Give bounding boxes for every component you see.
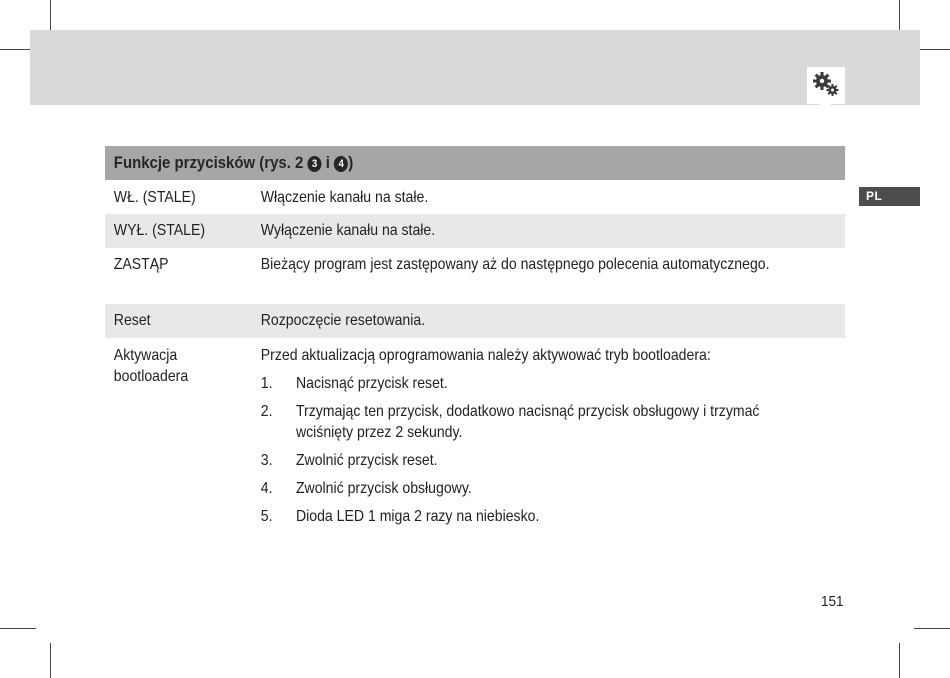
function-name: Reset — [113, 312, 151, 329]
list-item — [261, 506, 837, 527]
function-name-line: Aktywacja — [113, 347, 178, 364]
header-band — [30, 30, 920, 105]
table-row — [105, 180, 845, 214]
step-number: 1. — [260, 375, 273, 392]
table-row — [105, 338, 845, 527]
crop-mark — [50, 643, 51, 678]
gears-badge — [807, 67, 845, 104]
step-text: Trzymając ten przycisk, dodatkowo nacisnąć przycisk obsługowy i trzymać wciśnięty przez 2 sekundy. — [295, 403, 760, 441]
step-number: 3. — [260, 452, 273, 469]
crop-mark — [899, 643, 900, 678]
list-item — [261, 478, 837, 499]
language-tab: PL — [859, 187, 920, 206]
gears-badge-pointer — [819, 104, 831, 112]
page-number: 151 — [821, 593, 844, 610]
step-text: Zwolnić przycisk reset. — [295, 452, 438, 469]
function-description: Wyłączenie kanału na stałe. — [260, 222, 436, 239]
table-row — [105, 304, 845, 338]
gears-icon — [811, 70, 841, 100]
function-description: Włączenie kanału na stałe. — [260, 189, 429, 206]
table-row — [105, 214, 845, 248]
figure-marker-3: 3 — [308, 156, 322, 172]
list-item — [261, 450, 837, 471]
table-title-connector: i — [325, 153, 330, 172]
button-functions-table — [105, 146, 770, 527]
step-number: 2. — [260, 403, 273, 420]
table-title-suffix: ) — [348, 153, 354, 172]
function-name-line: bootloadera — [113, 368, 189, 385]
step-text: Dioda LED 1 miga 2 razy na niebiesko. — [295, 508, 540, 525]
function-name: WŁ. (STALE) — [113, 189, 196, 206]
table-title-text: Funkcje przycisków (rys. 2 — [113, 153, 304, 172]
list-item — [261, 373, 837, 394]
function-name — [105, 345, 261, 527]
function-name: WYŁ. (STALE) — [113, 222, 206, 239]
bootloader-steps — [261, 373, 837, 527]
step-text: Nacisnąć przycisk reset. — [295, 375, 448, 392]
function-name: ZASTĄP — [113, 256, 169, 273]
function-description — [261, 345, 845, 527]
bootloader-intro: Przed aktualizacją oprogramowania należy aktywować tryb bootloadera: — [260, 347, 711, 364]
step-text: Zwolnić przycisk obsługowy. — [295, 480, 472, 497]
step-number: 4. — [260, 480, 273, 497]
function-description: Bieżący program jest zastępowany aż do następnego polecenia automatycznego. — [260, 256, 770, 273]
crop-mark — [0, 628, 36, 629]
function-description: Rozpoczęcie resetowania. — [260, 312, 426, 329]
table-row — [105, 248, 845, 304]
figure-marker-4: 4 — [334, 156, 348, 172]
crop-mark — [914, 628, 950, 629]
list-item — [261, 401, 837, 443]
step-number: 5. — [260, 508, 273, 525]
table-title — [105, 146, 845, 180]
